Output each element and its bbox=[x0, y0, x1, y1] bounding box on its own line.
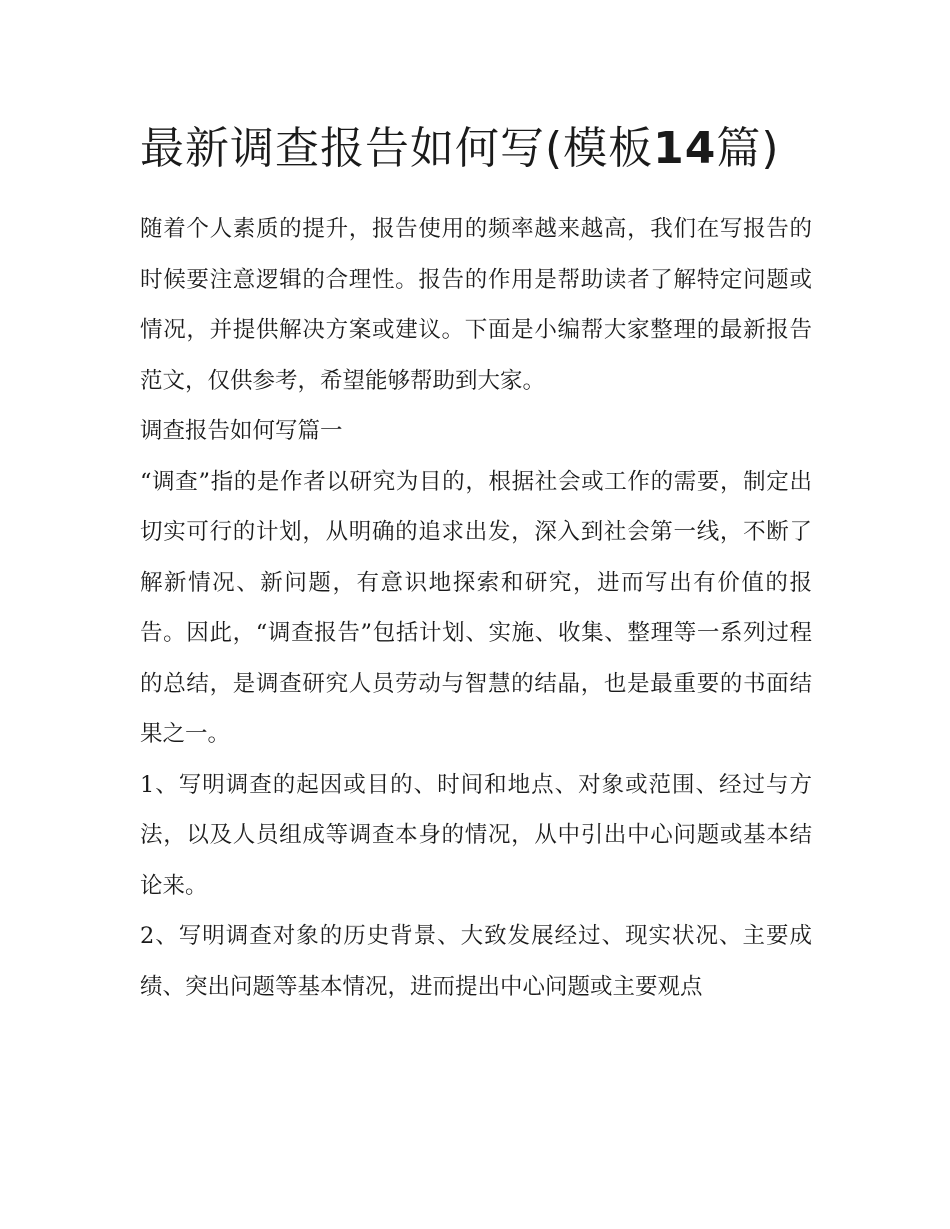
document-page bbox=[140, 112, 812, 1012]
document-title bbox=[140, 112, 780, 186]
intro-paragraph: 随着个人素质的提升，报告使用的频率越来越高，我们在写报告的时候要注意逻辑的合理性。报告的作用是帮助读者了解特定问题或情况，并提供解决方案或建议。下面是小编帮大家整理的最新报告范文，仅供参考，希望能够帮助到大家。 bbox=[140, 216, 812, 394]
section-heading: 调查报告如何写篇一 bbox=[140, 418, 343, 444]
title-end: 篇) bbox=[716, 123, 780, 174]
document-body bbox=[140, 204, 812, 1012]
title-main: 最新调查报告如何写(模板 bbox=[140, 123, 654, 174]
list-item-2: 2、写明调查对象的历史背景、大致发展经过、现实状况、主要成绩、突出问题等基本情况，进而提出中心问题或主要观点 bbox=[140, 923, 812, 1000]
definition-paragraph: “调查”指的是作者以研究为目的，根据社会或工作的需要，制定出切实可行的计划，从明确的追求出发，深入到社会第一线，不断了解新情况、新问题，有意识地探索和研究，进而写出有价值的报告。因此，“调查报告”包括计划、实施、收集、整理等一系列过程的总结，是调查研究人员劳动与智慧的结晶，也是最重要的书面结果之一。 bbox=[140, 468, 812, 747]
title-number: 14 bbox=[653, 123, 717, 174]
list-item-1: 1、写明调查的起因或目的、时间和地点、对象或范围、经过与方法，以及人员组成等调查本身的情况，从中引出中心问题或基本结论来。 bbox=[140, 771, 812, 899]
